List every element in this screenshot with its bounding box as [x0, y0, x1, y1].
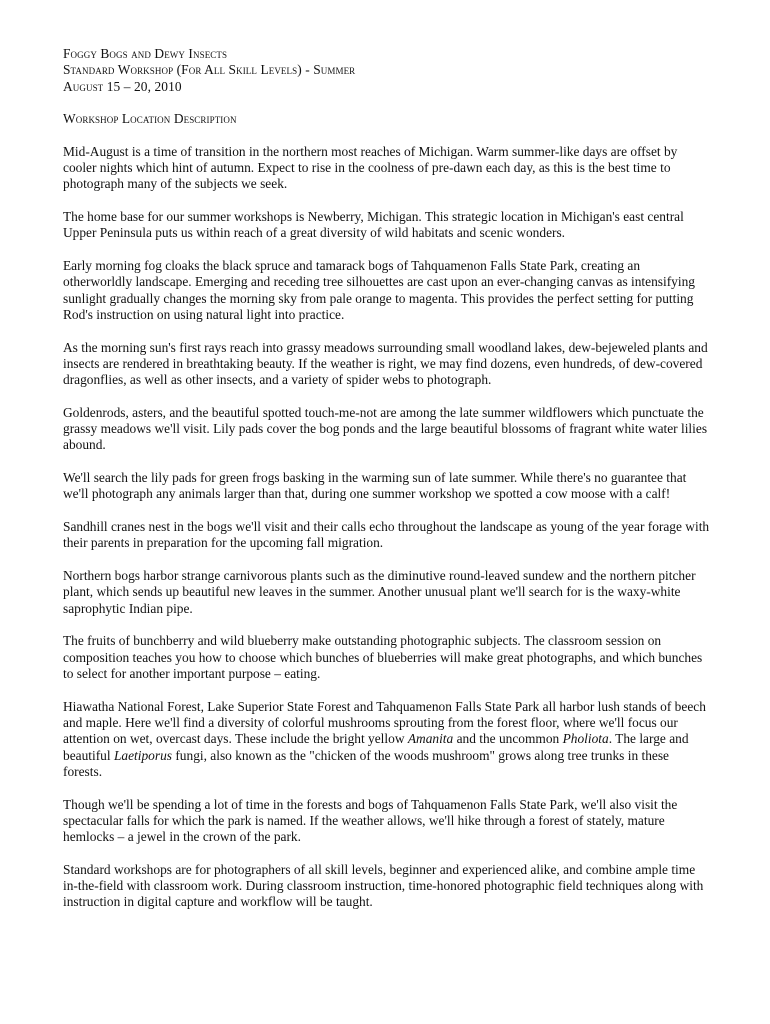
paragraph-5: Goldenrods, asters, and the beautiful spotted touch-me-not are among the late summer wildflowers which punctuate the grassy meadows we'll visit. Lily pads cover the bog ponds and the large beautiful blossoms of fragrant white water lilies abound.	[63, 404, 708, 453]
paragraph-10-text: fungi, also known as the "chicken of the woods mushroom" grows along tree trunks in these forests.	[63, 747, 669, 779]
paragraph-3: Early morning fog cloaks the black spruce and tamarack bogs of Tahquamenon Falls State Park, creating an otherworldly landscape. Emerging and receding tree silhouettes are cast upon an ever-changing canvas as intensifying sunlight gradually changes the morning sky from pale orange to magenta. This provides the perfect setting for putting Rod's instruction on using natural light into practice.	[63, 257, 695, 322]
paragraph-6: We'll search the lily pads for green frogs basking in the warming sun of late summer. While there's no guarantee that we'll photograph any animals larger than that, during one summer workshop we spotted a cow moose with a calf!	[63, 470, 687, 502]
paragraph-8: Northern bogs harbor strange carnivorous plants such as the diminutive round-leaved sundew and the northern pitcher plant, which sends up beautiful new leaves in the summer. Another unusual plant we'll search for is the waxy-white saprophytic Indian pipe.	[63, 568, 696, 616]
paragraph-2: The home base for our summer workshops is Newberry, Michigan. This strategic location in Michigan's east central Upper Peninsula puts us within reach of a great diversity of wild habitats and scenic wonders.	[63, 208, 684, 241]
paragraph-10-text: . The large and beautiful	[63, 731, 689, 763]
paragraph-1: Mid-August is a time of transition in the northern most reaches of Michigan. Warm summer-like days are offset by cooler nights which hint of autumn. Expect to rise in the coolness of pre-dawn each day, as this is the best time to photograph many of the subjects we seek.	[63, 143, 678, 192]
species-amanita: Amanita	[407, 731, 454, 747]
workshop-header	[63, 46, 711, 95]
workshop-title: Foggy Bogs and Dewy Insects	[63, 46, 228, 61]
species-laetiporus: Laetiporus	[113, 747, 172, 763]
paragraph-9: The fruits of bunchberry and wild blueberry make outstanding photographic subjects. The classroom session on composition teaches you how to choose which bunches of blueberries will make great photographs, and which bunches to select for another important purpose – eating.	[63, 633, 703, 681]
section-title: Workshop Location Description	[63, 110, 237, 126]
workshop-subtitle: Standard Workshop (For All Skill Levels) - Summer	[63, 62, 356, 78]
paragraph-11: Though we'll be spending a lot of time in the forests and bogs of Tahquamenon Falls State Park, we'll also visit the spectacular falls for which the park is named. If the weather allows, we'll hike through a forest of stately, mature hemlocks – a jewel in the crown of the park.	[63, 796, 678, 845]
paragraph-10	[63, 699, 711, 780]
paragraph-4: As the morning sun's first rays reach into grassy meadows surrounding small woodland lakes, dew-bejeweled plants and insects are rendered in breathtaking beauty. If the weather is right, we may find dozens, even hundreds, of dew-covered dragonflies, as well as other insects, and a variety of spider webs to photograph.	[63, 339, 708, 388]
species-pholiota: Pholiota	[562, 731, 609, 747]
paragraph-10-text: Hiawatha National Forest, Lake Superior State Forest and Tahquamenon Falls State Park all harbor lush stands of beech and maple. Here we'll find a diversity of colorful mushrooms sprouting from the forest floor, where we'll focus our attention on wet, overcast days. These include the bright yellow	[63, 698, 706, 747]
workshop-dates: August 15 – 20, 2010	[63, 78, 182, 94]
document-page	[63, 46, 711, 927]
paragraph-7: Sandhill cranes nest in the bogs we'll visit and their calls echo throughout the landscape as young of the year forage with their parents in preparation for the upcoming fall migration.	[63, 519, 710, 551]
paragraph-12: Standard workshops are for photographers of all skill levels, beginner and experienced alike, and combine ample time in-the-field with classroom work. During classroom instruction, time-honored photographic field techniques along with instruction in digital capture and workflow will be taught.	[63, 861, 704, 910]
paragraph-10-text: and the uncommon	[453, 731, 563, 747]
